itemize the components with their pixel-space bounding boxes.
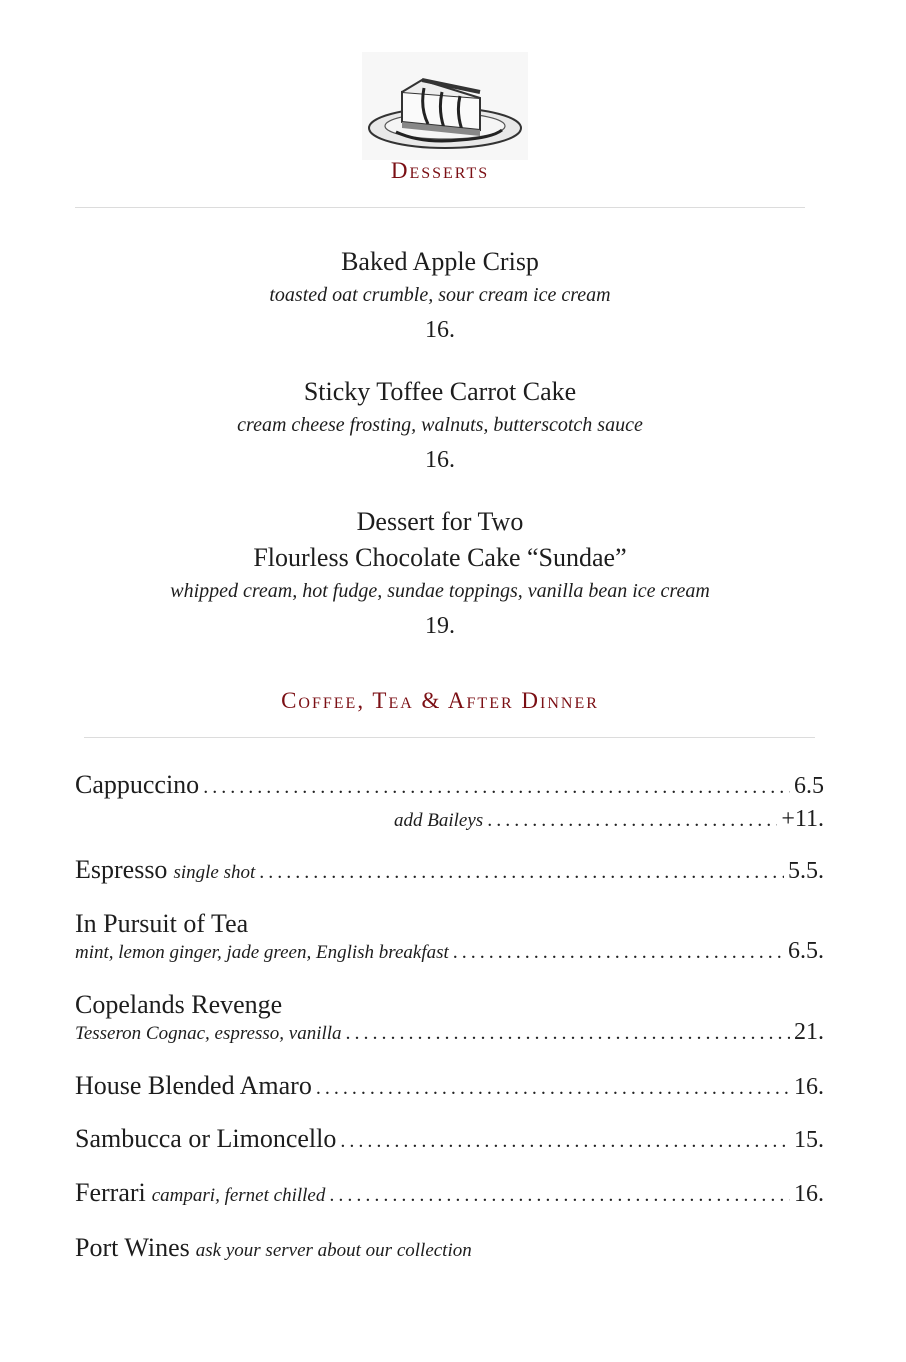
item-note: campari, fernet chilled	[151, 1185, 326, 1206]
item-name: Cappuccino	[75, 770, 200, 799]
dessert-name: Baked Apple Crisp	[341, 247, 539, 276]
dessert-description: cream cheese frosting, walnuts, butterscotch sauce	[237, 414, 643, 436]
item-price: 15.	[794, 1127, 824, 1153]
item-name: Port Wines	[75, 1233, 190, 1262]
dessert-name: Flourless Chocolate Cake “Sundae”	[253, 543, 627, 572]
coffee-heading: Coffee, Tea & After Dinner	[281, 688, 599, 713]
item-price: 16.	[794, 1074, 824, 1100]
item-price: 6.5	[794, 773, 824, 799]
item-price: 6.5.	[788, 938, 824, 964]
dessert-price: 16.	[425, 447, 455, 473]
item-description: mint, lemon ginger, jade green, English breakfast	[75, 942, 449, 963]
menu-row-ferrari	[75, 1178, 824, 1208]
dot-leader	[487, 809, 777, 832]
dot-leader	[203, 776, 790, 799]
menu-row-port	[75, 1233, 824, 1263]
menu-row-tea	[75, 938, 824, 965]
dot-leader	[329, 1184, 790, 1207]
menu-row-amaro	[75, 1071, 824, 1101]
menu-row-cappuccino	[75, 770, 824, 800]
desserts-heading: Desserts	[390, 158, 490, 183]
dessert-description: toasted oat crumble, sour cream ice cream	[269, 284, 611, 306]
dessert-item	[0, 374, 880, 478]
item-price: 16.	[794, 1181, 824, 1207]
item-price: 21.	[794, 1019, 824, 1045]
dessert-subtitle: Dessert for Two	[356, 507, 524, 536]
item-name: House Blended Amaro	[75, 1071, 312, 1100]
dessert-price: 19.	[425, 613, 455, 639]
item-price: 5.5.	[788, 858, 824, 884]
menu-row-addon	[394, 806, 824, 833]
menu-row-copelands-title	[75, 990, 824, 1020]
dessert-item	[0, 244, 880, 348]
item-name: In Pursuit of Tea	[75, 909, 249, 938]
addon-label: add Baileys	[394, 810, 484, 831]
item-name: Ferrari	[75, 1178, 146, 1207]
item-description: Tesseron Cognac, espresso, vanilla	[75, 1023, 342, 1044]
dessert-name: Sticky Toffee Carrot Cake	[303, 377, 577, 406]
menu-row-tea-title	[75, 909, 824, 939]
dessert-description: whipped cream, hot fudge, sundae toppings, vanilla bean ice cream	[170, 580, 710, 602]
dessert-price: 16.	[425, 317, 455, 343]
item-note: single shot	[173, 862, 256, 883]
menu-row-sambucca	[75, 1124, 824, 1154]
item-note: ask your server about our collection	[195, 1240, 472, 1261]
dot-leader	[453, 941, 784, 964]
addon-price: +11.	[781, 806, 824, 832]
dot-leader	[259, 861, 784, 884]
item-name: Espresso	[75, 855, 168, 884]
item-name: Copelands Revenge	[75, 990, 283, 1019]
cheesecake-icon	[362, 52, 528, 160]
item-name: Sambucca or Limoncello	[75, 1124, 337, 1153]
dessert-item	[0, 504, 880, 644]
divider	[75, 207, 805, 208]
menu-row-espresso	[75, 855, 824, 885]
menu-row-copelands	[75, 1019, 824, 1046]
dot-leader	[346, 1022, 790, 1045]
dot-leader	[316, 1077, 790, 1100]
divider	[84, 737, 815, 738]
dot-leader	[340, 1130, 790, 1153]
